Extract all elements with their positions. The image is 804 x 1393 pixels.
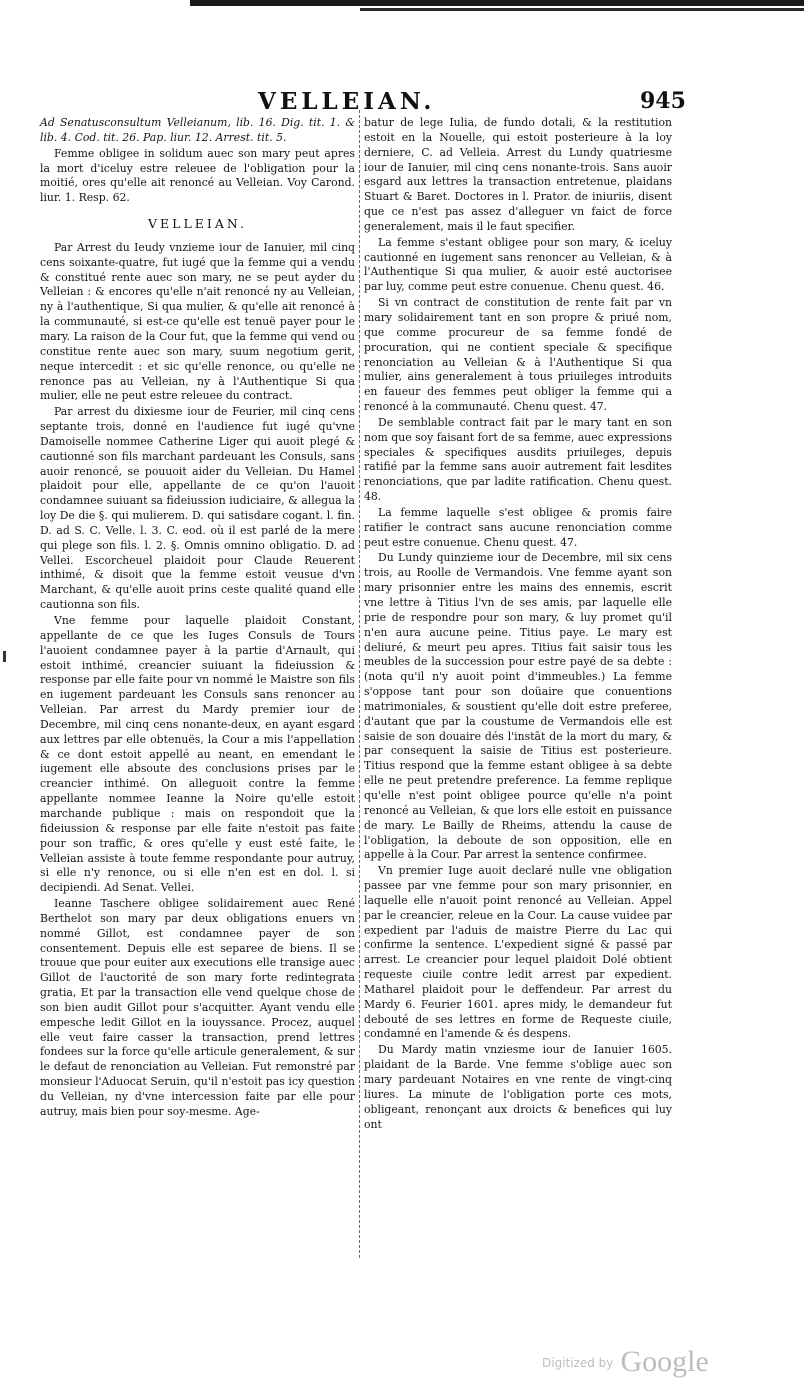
- paragraph: Par Arrest du Ieudy vnzieme iour de Ianuier, mil cinq cens soixante-quatre, fut iugé que la femme qui a vendu & constitué rente auec son mary, ne se peut ayder du Velleian : & encores qu'elle n'ait renoncé ny au Velleian, ny à l'authentique, Si qua mulier, & qu'elle ait renoncé à la communauté, si est-ce qu'elle est tenuë payer pour le mary. La raison de la Cour fut, que la femme qui vend ou constitue rente auec son mary, suum negotium gerit, neque intercedit : et sic qu'elle renonce, ou qu'elle ne renonce pas au Velleian, ny à l'Authentique Si qua mulier, elle ne peut estre releuee du contract.: [40, 240, 355, 403]
- paragraph: batur de lege Iulia, de fundo dotali, & la restitution estoit en la Nouelle, qui estoit posterieure à la loy derniere, C. ad Velleia. Arrest du Lundy quatriesme iour de Ianuier, mil cinq cens nonante-trois. Sans auoir esgard aux lettres la transaction entretenue, plaidans Stuart & Baret. Doctores in l. Prator. de iniuriis, disent que ce n'est pas assez d'alleguer vn faict de force generalement, mais il le faut specifier.: [364, 116, 672, 233]
- column-divider: [359, 110, 360, 1258]
- paragraph: Du Mardy matin vnziesme iour de Ianuier 1605. plaidant de la Barde. Vne femme s'oblige auec son mary pardeuant Notaires en vne rente de vingt-cinq liures. La minute de l'obligation porte ces mots, obligeant, renonçant aux droicts & benefices qui luy ont: [364, 1043, 672, 1131]
- paragraph: Vn premier Iuge auoit declaré nulle vne obligation passee par vne femme pour son mary prisonnier, en laquelle elle n'auoit point renoncé au Velleian. Appel par le creancier, releue en la Cour. La cause vuidee par expedient par l'aduis de maistre Pierre du Lac qui confirme la sentence. L'expedient signé & passé par arrest. Le creancier pour lequel plaidoit Dolé obtient requeste ciuile contre ledit arrest par expedient. Matharel plaidoit pour le deffendeur. Par arrest du Mardy 6. Feurier 1601. apres midy, le demandeur fut debouté de ses lettres en forme de Requeste ciuile, condamné en l'amende & és despens.: [364, 864, 672, 1041]
- margin-mark: [3, 651, 6, 662]
- running-header: [0, 88, 804, 118]
- right-column: [364, 116, 672, 1133]
- section-heading: VELLEIAN.: [148, 216, 247, 232]
- digitization-watermark: [542, 1345, 709, 1379]
- paragraph: Ieanne Taschere obligee solidairement auec René Berthelot son mary par deux obligations enuers vn nommé Gillot, est condamnee payer de son consentement. Depuis elle est separee de biens. Il se trouue que pour euiter aux executions elle transige auec Gillot de l'auctorité de son mary forte redintegrata gratia, Et par la transaction elle vend quelque chose de son bien audit Gillot pour s'acquitter. Ayant vendu elle empesche ledit Gillot en la iouyssance. Procez, auquel elle veut faire casser la transaction, prend lettres fondees sur la force qu'elle articule generalement, & sur le defaut de renonciation au Velleian. Fut remonstré par monsieur l'Aduocat Seruin, qu'il n'estoit pas icy question du Velleian, ny d'vne intercession faite par elle pour autruy, mais bien pour soy-mesme. Age-: [40, 897, 355, 1118]
- paragraph: La femme s'estant obligee pour son mary, & iceluy cautionné en iugement sans renoncer au Velleian, & à l'Authentique Si qua mulier, & auoir esté auctorisee par luy, comme peut estre conuenue. Chenu quest. 46.: [364, 235, 672, 294]
- paragraph: Du Lundy quinzieme iour de Decembre, mil six cens trois, au Roolle de Vermandois. Vne femme ayant son mary prisonnier entre les mains des ennemis, escrit vne lettre à Titius l'vn de ses amis, par laquelle elle prie de respondre pour son mary, & luy promet qu'il n'en aura aucune peine. Titius paye. Le mary est deliuré, & meurt peu apres. Titius fait saisir tous les meubles de la succession pour estre payé de sa debte : (nota qu'il n'y auoit point d'immeubles.) La femme s'oppose tant pour son doüaire que conuentions matrimoniales, & soustient qu'elle doit estre preferee, d'autant que par la coustume de Vermandois elle est saisie de son douaire dés l'instāt de la mort du mary, & par consequent la saisie de Titius est posterieure. Titius respond que la femme estant obligee à sa debte elle ne peut pretendre preference. La femme replique qu'elle n'est point obligee pource qu'elle n'a point renoncé au Velleian, & que lors elle estoit en puissance de mary. Le Bailly de Rheims, attendu la cause de l'obligation, la deboute de son opposition, elle en appelle à la Cour. Par arrest la sentence confirmee.: [364, 551, 672, 862]
- watermark-brand: Google: [620, 1345, 709, 1378]
- watermark-label: Digitized by: [542, 1356, 614, 1370]
- paragraph: La femme laquelle s'est obligee & promis faire ratifier le contract sans aucune renonciation comme peut estre conuenue. Chenu quest. 47.: [364, 505, 672, 549]
- top-ink-rule: [190, 0, 804, 6]
- paragraph: Vne femme pour laquelle plaidoit Constant, appellante de ce que les Iuges Consuls de Tours l'auoient condamnee payer à la partie d'Arnault, qui estoit inthimé, creancier suiuant la fideiussion & response par elle faite pour vn nommé le Maistre son fils en iugement pardeuant les Consuls sans renoncer au Velleian. Par arrest du Mardy premier iour de Decembre, mil cinq cens nonante-deux, en ayant esgard aux lettres par elle obtenuës, la Cour a mis l'appellation & ce dont estoit appellé au neant, en emendant le iugement elle absoute des conclusions prises par le creancier inthimé. On alleguoit contre la femme appellante nommee Ieanne la Noire qu'elle estoit marchande publique : mais on respondoit que la fideiussion & response par elle faite n'estoit pas faite pour son traffic, & ores qu'elle y eust esté faite, le Velleian assiste à toute femme respondante pour autruy, si elle n'y renonce, ou si elle n'en est en dol. l. si decipiendi. Ad Senat. Vellei.: [40, 614, 355, 895]
- top-ink-rule-secondary: [360, 8, 804, 11]
- paragraph: Par arrest du dixiesme iour de Feurier, mil cinq cens septante trois, donné en l'audience fut iugé qu'vne Damoiselle nommee Catherine Liger qui auoit plegé & cautionné son fils marchant pardeuant les Consuls, sans auoir renoncé, se pouuoit aider du Velleian. Du Hamel plaidoit pour elle, appellante de ce qu'on l'auoit condamnee suiuant sa fideiussion iudiciaire, & allegua la loy De die §. qui mulierem. D. qui satisdare cogant. l. fin. D. ad S. C. Velle. l. 3. C. eod. où il est parlé de la mere qui plege son fils. l. 2. §. Omnis omnino obligatio. D. ad Vellei. Escorcheuel plaidoit pour Claude Reuerent inthimé, & disoit que la femme estoit veusue d'vn Marchant, & qu'elle auoit prins ceste qualité quand elle cautionna son fils.: [40, 405, 355, 612]
- page-number: 945: [640, 88, 686, 114]
- paragraph: De semblable contract fait par le mary tant en son nom que soy faisant fort de sa femme, auec expressions speciales & specifiques ausdits priuileges, depuis ratifié par la femme sans auoir autrement fait lesdites renonciations, que par ladite ratification. Chenu quest. 48.: [364, 415, 672, 504]
- paragraph: Ad Senatusconsultum Velleianum, lib. 16. Dig. tit. 1. & lib. 4. Cod. tit. 26. Pap. liur. 12. Arrest. tit. 5.: [40, 116, 355, 144]
- left-column: [40, 116, 355, 1121]
- paragraph: Si vn contract de constitution de rente fait par vn mary solidairement tant en son propre & priué nom, que comme procureur de sa femme fondé de procuration, qui ne contient speciale & specifique renonciation au Velleian & à l'Authentique Si qua mulier, ains generalement à tous priuileges introduits en faueur des femmes peut obliger la femme qui a renoncé à la communauté. Chenu quest. 47.: [364, 296, 672, 414]
- paragraph: Femme obligee in solidum auec son mary peut apres la mort d'iceluy estre releuee de l'obligation pour la moitié, ores qu'elle ait renoncé au Velleian. Voy Carond. liur. 1. Resp. 62.: [40, 146, 355, 205]
- page-title: VELLEIAN.: [258, 88, 436, 115]
